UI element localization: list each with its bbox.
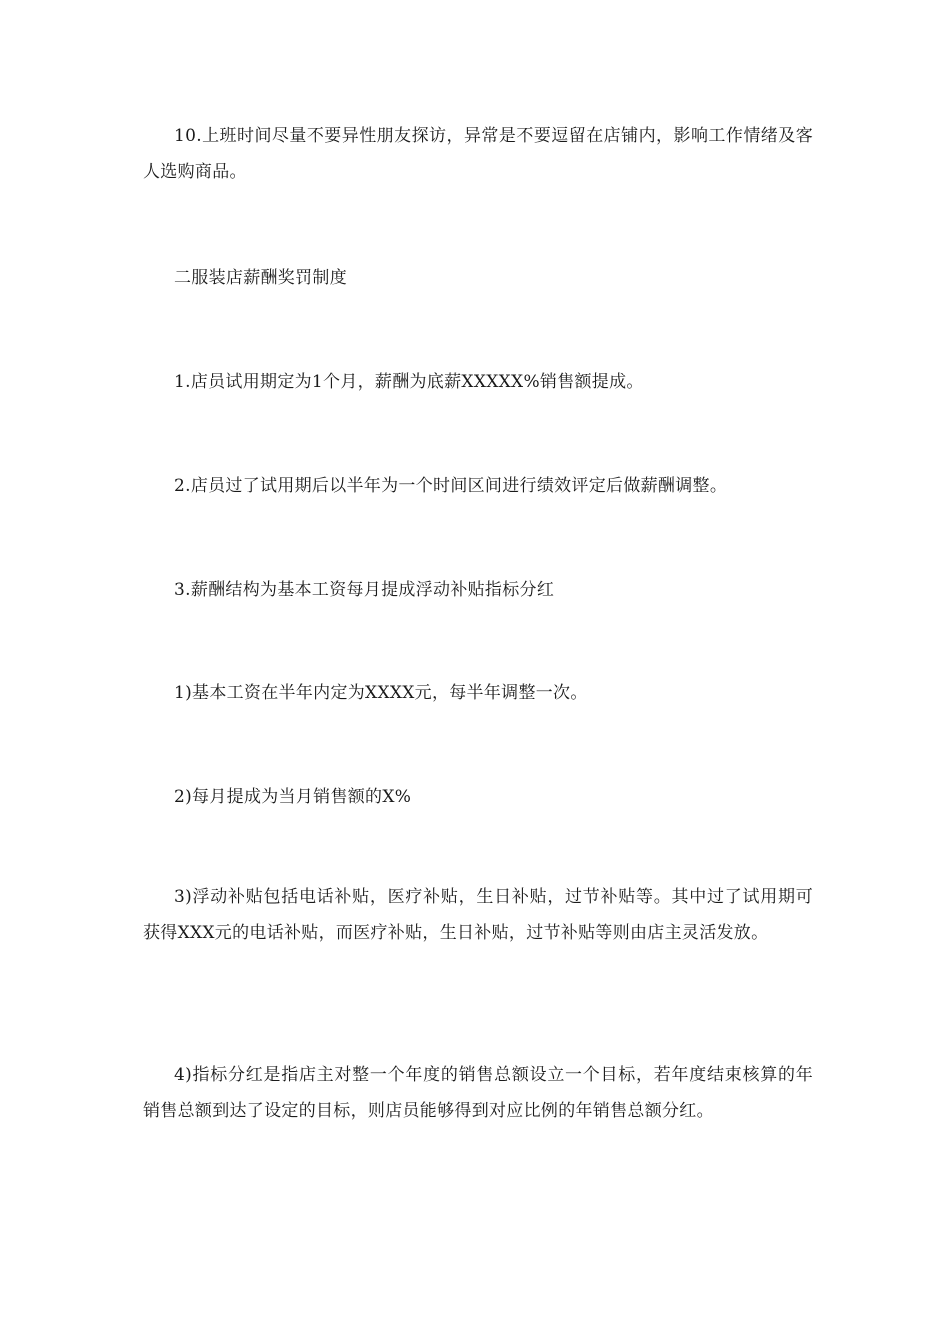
paragraph-subitem-1: 1)基本工资在半年内定为XXXX元，每半年调整一次。 bbox=[174, 683, 588, 703]
paragraph-item-1: 1.店员试用期定为1个月，薪酬为底薪XXXXX%销售额提成。 bbox=[174, 372, 644, 392]
paragraph-item-2: 2.店员过了试用期后以半年为一个时间区间进行绩效评定后做薪酬调整。 bbox=[174, 476, 728, 496]
paragraph-item-10: 10.上班时间尽量不要异性朋友探访，异常是不要逗留在店铺内，影响工作情绪及客人选购商品。 bbox=[143, 126, 813, 182]
paragraph-subitem-4: 4)指标分红是指店主对整一个年度的销售总额设立一个目标，若年度结束核算的年销售总额到达了设定的目标，则店员能够得到对应比例的年销售总额分红。 bbox=[143, 1065, 813, 1121]
paragraph-subitem-2: 2)每月提成为当月销售额的X% bbox=[174, 787, 412, 807]
section-heading-salary-rules: 二服装店薪酬奖罚制度 bbox=[174, 268, 347, 288]
paragraph-subitem-3: 3)浮动补贴包括电话补贴，医疗补贴，生日补贴，过节补贴等。其中过了试用期可获得XXX元的电话补贴，而医疗补贴，生日补贴，过节补贴等则由店主灵活发放。 bbox=[143, 887, 813, 943]
paragraph-item-3: 3.薪酬结构为基本工资每月提成浮动补贴指标分红 bbox=[174, 580, 555, 600]
